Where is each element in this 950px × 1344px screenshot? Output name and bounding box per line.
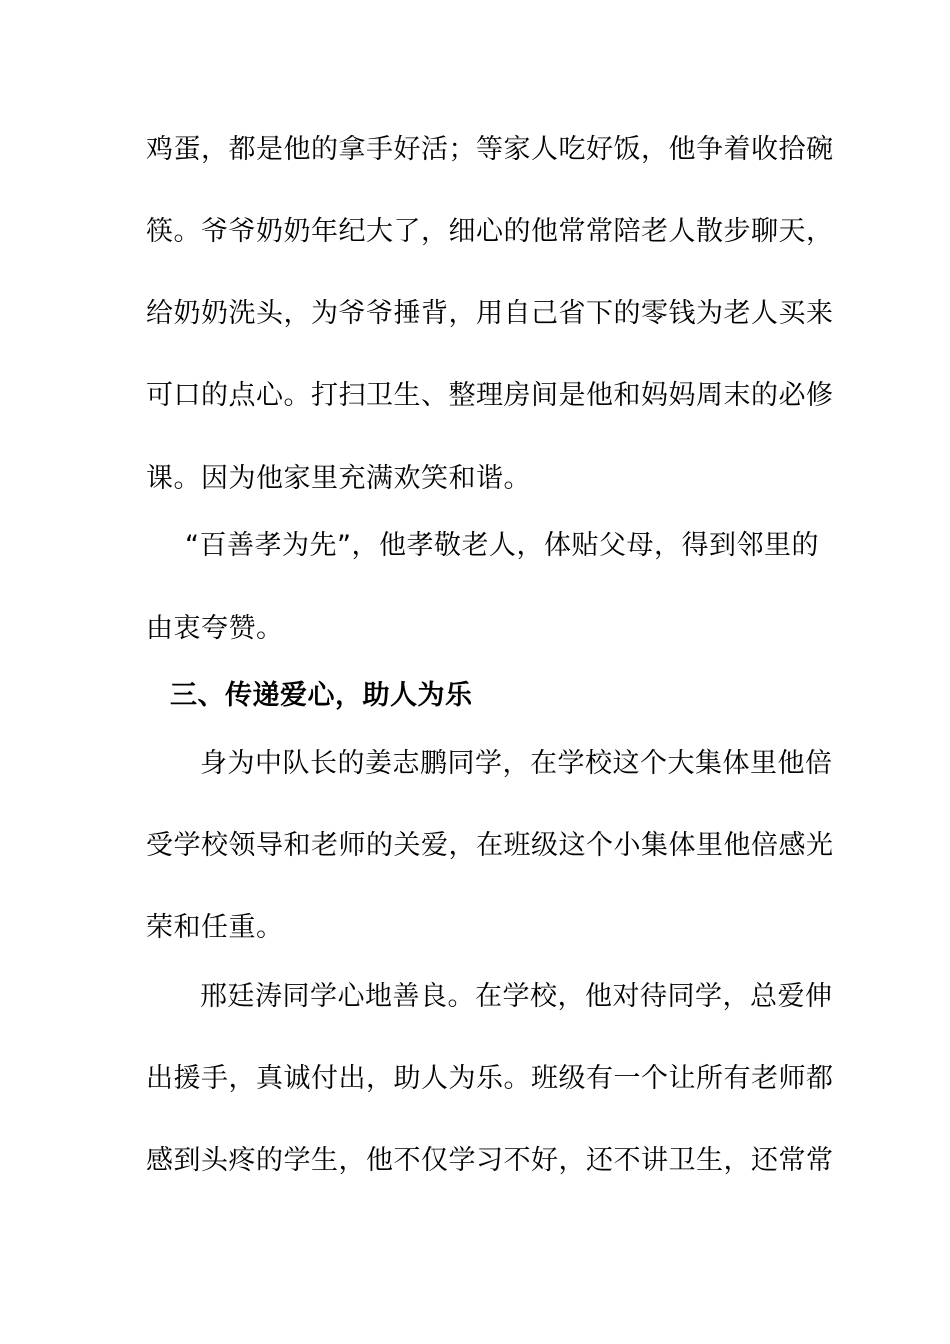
paragraph-line: 身为中队长的姜志鹏同学，在学校这个大集体里他倍 [200,748,833,779]
paragraph-line: “百善孝为先”，他孝敬老人，体贴父母，得到邻里的 [185,530,819,561]
paragraph-line: 筷。爷爷奶奶年纪大了，细心的他常常陪老人散步聊天， [146,216,834,247]
section-heading: 三、传递爱心，助人为乐 [170,680,473,711]
paragraph-line: 鸡蛋，都是他的拿手好活；等家人吃好饭，他争着收拾碗 [146,134,834,165]
paragraph-line: 课。因为他家里充满欢笑和谐。 [146,463,531,494]
paragraph-line: 邢廷涛同学心地善良。在学校，他对待同学，总爱伸 [200,981,833,1012]
paragraph-line: 感到头疼的学生，他不仅学习不好，还不讲卫生，还常常 [146,1145,834,1176]
paragraph-line: 由衷夸赞。 [146,613,284,644]
paragraph-line: 给奶奶洗头，为爷爷捶背，用自己省下的零钱为老人买来 [146,298,834,329]
paragraph-line: 可口的点心。打扫卫生、整理房间是他和妈妈周末的必修 [146,380,834,411]
paragraph-line: 荣和任重。 [146,912,284,943]
paragraph-line: 受学校领导和老师的关爱，在班级这个小集体里他倍感光 [146,830,834,861]
paragraph-line: 出援手，真诚付出，助人为乐。班级有一个让所有老师都 [146,1063,834,1094]
